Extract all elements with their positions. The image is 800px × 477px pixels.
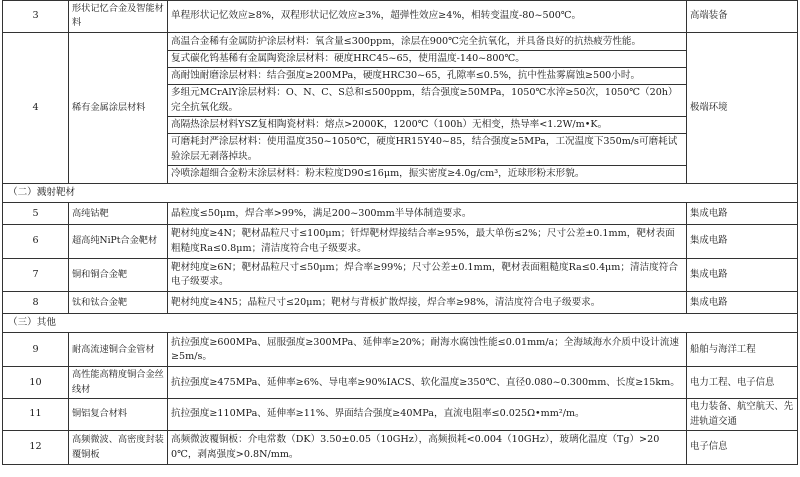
row-number: 5 xyxy=(3,203,69,225)
row-number: 4 xyxy=(3,32,69,184)
spec-line: 晶粒度≤50μm，焊合率>99%，满足200~300mm半导体制造要求。 xyxy=(171,207,472,219)
spec-line: 靶材纯度≥6N；靶材晶粒尺寸≤50μm；焊合率≥99%；尺寸公差±0.1mm，靶材表面粗糙度Ra≤0.4μm；清洁度符合电子级要求。 xyxy=(171,261,678,288)
performance-requirements xyxy=(168,258,687,292)
performance-requirements xyxy=(168,32,687,184)
performance-requirements xyxy=(168,367,687,399)
application-field: 集成电路 xyxy=(687,203,798,225)
performance-requirements xyxy=(168,431,687,465)
application-field: 集成电路 xyxy=(687,258,798,292)
row-number: 7 xyxy=(3,258,69,292)
table-row xyxy=(3,32,798,184)
table-row xyxy=(3,367,798,399)
spec-line: 抗拉强度≥600MPa、屈服强度≥300MPa、延伸率≥20%；耐海水腐蚀性能≤0.01mm/a；全海域海水介质中设计流速≥5m/s。 xyxy=(171,336,679,362)
material-name: 铜铝复合材料 xyxy=(69,399,168,431)
spec-line: 高耐蚀耐磨涂层材料：结合强度≥200MPa，硬度HRC30~65，孔隙率≤0.5%，抗中性盐雾腐蚀≥500小时。 xyxy=(168,67,686,84)
materials-table-body xyxy=(3,1,798,465)
row-number: 8 xyxy=(3,292,69,314)
material-name: 高性能高精度铜合金丝线材 xyxy=(69,367,168,399)
section-title: （二）溅射靶材 xyxy=(3,184,798,203)
application-field: 极端环境 xyxy=(687,32,798,184)
application-field: 集成电路 xyxy=(687,292,798,314)
row-number: 3 xyxy=(3,1,69,33)
table-row xyxy=(3,1,798,33)
table-row xyxy=(3,225,798,259)
spec-line: 多组元MCrAlY涂层材料：O、N、C、S总和≤500ppm，结合强度≥50MPa，1050℃水淬≥50次，1050℃（20h）完全抗氧化级。 xyxy=(168,84,686,116)
table-row xyxy=(3,333,798,367)
spec-line: 抗拉强度≥475MPa、延伸率≥6%、导电率≥90%IACS、软化温度≥350℃、直径0.080~0.300mm、长度≥15km。 xyxy=(171,376,680,388)
table-row xyxy=(3,292,798,314)
spec-line: 高隔热涂层材料YSZ复相陶瓷材料：熔点>2000K，1200℃（100h）无相变，热导率<1.2W/m•K。 xyxy=(168,116,686,133)
material-name: 高频微波、高密度封装覆铜板 xyxy=(69,431,168,465)
material-name: 超高纯NiPt合金靶材 xyxy=(69,225,168,259)
performance-requirements xyxy=(168,1,687,33)
spec-line: 可磨耗封严涂层材料：使用温度350~1050℃，硬度HR15Y40~85，结合强度≥5MPa，工况温度下350m/s可磨耗试验涂层无剥落掉块。 xyxy=(168,133,686,165)
spec-line: 靶材纯度≥4N；靶材晶粒尺寸≤100μm；钎焊靶材焊接结合率≥95%，最大单伤≤2%；尺寸公差±0.1mm，靶材表面粗糙度Ra≤0.8μm；清洁度符合电子级要求。 xyxy=(171,228,675,254)
performance-requirements xyxy=(168,203,687,225)
spec-line: 抗拉强度≥110MPa、延伸率≥11%、界面结合强度≥40MPa，直流电阻率≤0.025Ω•mm²/m。 xyxy=(171,408,585,420)
material-name: 铜和铜合金靶 xyxy=(69,258,168,292)
application-field: 船舶与海洋工程 xyxy=(687,333,798,367)
section-row xyxy=(3,184,798,203)
section-title: （三）其他 xyxy=(3,314,798,333)
table-row xyxy=(3,258,798,292)
spec-line: 单程形状记忆效应≥8%，双程形状记忆效应≥3%，超弹性效应≥4%，相转变温度-80~500℃。 xyxy=(171,10,582,22)
table-row xyxy=(3,399,798,431)
material-name: 耐高流速铜合金管材 xyxy=(69,333,168,367)
performance-requirements xyxy=(168,292,687,314)
application-field: 高端装备 xyxy=(687,1,798,33)
material-name: 高纯钴靶 xyxy=(69,203,168,225)
spec-line: 复式碳化钨基稀有金属陶瓷涂层材料：硬度HRC45~65，使用温度-140~800℃。 xyxy=(168,50,686,67)
row-number: 10 xyxy=(3,367,69,399)
spec-line: 高温合金稀有金属防护涂层材料：氧含量≤300ppm，涂层在900℃完全抗氧化，并具备良好的抗热疲劳性能。 xyxy=(171,35,642,47)
application-field: 电力装备、航空航天、先进轨道交通 xyxy=(687,399,798,431)
section-row xyxy=(3,314,798,333)
material-name: 形状记忆合金及智能材料 xyxy=(69,1,168,33)
row-number: 11 xyxy=(3,399,69,431)
application-field: 电力工程、电子信息 xyxy=(687,367,798,399)
spec-line: 高频微波覆铜板：介电常数（DK）3.50±0.05（10GHz），高频损耗<0.004（10GHz），玻璃化温度（Tg）>200℃，剥离强度>0.8N/mm。 xyxy=(171,434,660,460)
row-number: 6 xyxy=(3,225,69,259)
application-field: 电子信息 xyxy=(687,431,798,465)
application-field: 集成电路 xyxy=(687,225,798,259)
materials-table xyxy=(2,0,798,465)
row-number: 9 xyxy=(3,333,69,367)
table-row xyxy=(3,203,798,225)
spec-line: 靶材纯度≥4N5；晶粒尺寸≤20μm；靶材与背板扩散焊接，焊合率≥98%，清洁度符合电子级要求。 xyxy=(171,296,601,308)
performance-requirements xyxy=(168,225,687,259)
material-name: 稀有金属涂层材料 xyxy=(69,32,168,184)
material-name: 钛和钛合金靶 xyxy=(69,292,168,314)
spec-line: 冷喷涂超细合金粉末涂层材料：粉末粒度D90≤16μm，振实密度≥4.0g/cm³，近球形粉末形貌。 xyxy=(168,165,686,182)
row-number: 12 xyxy=(3,431,69,465)
performance-requirements xyxy=(168,399,687,431)
table-row xyxy=(3,431,798,465)
performance-requirements xyxy=(168,333,687,367)
